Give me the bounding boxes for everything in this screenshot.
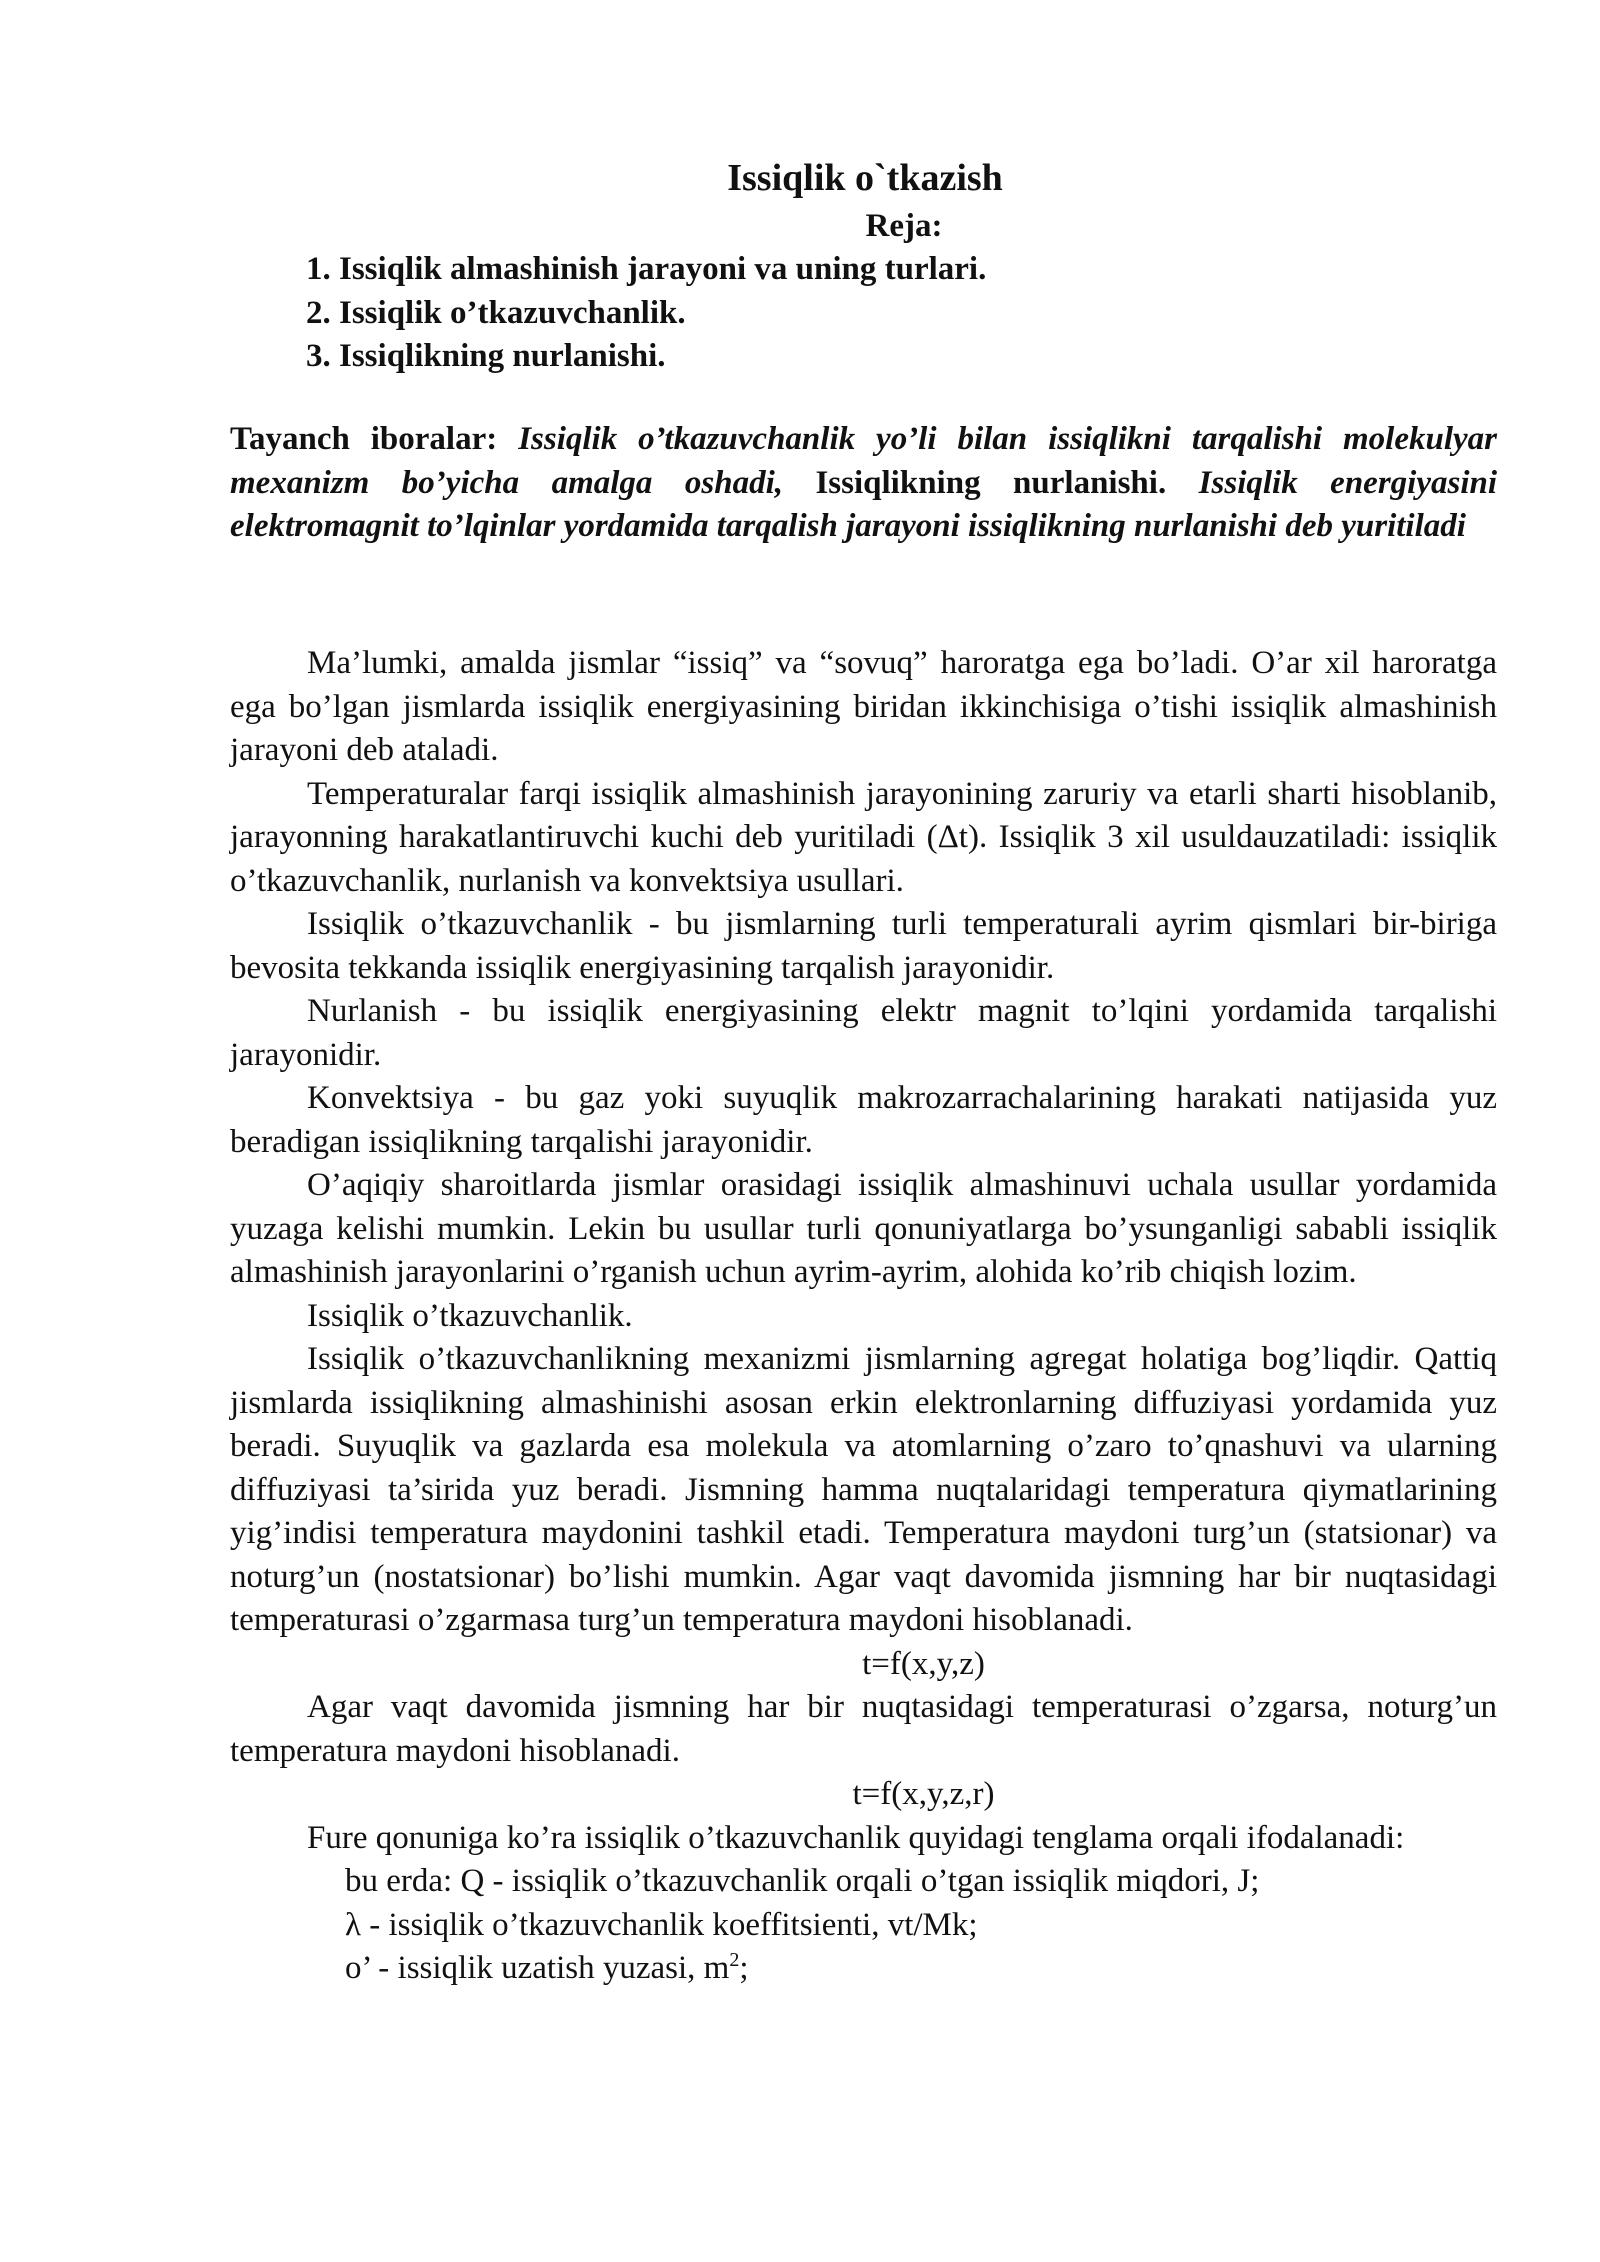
keywords-term-2: Issiqlikning nurlanishi. xyxy=(815,464,1167,501)
document-title: Issiqlik o`tkazish xyxy=(727,157,1003,199)
paragraph: Agar vaqt davomida jismning har bir nuqtasidagi temperaturasi o’zgarsa, noturg’un temperatura maydoni hisoblanadi. xyxy=(230,1689,1497,1769)
paragraph: Ma’lumki, amalda jismlar “issiq” va “sovuq” haroratga ega bo’ladi. O’ar xil haroratga ega bo’lgan jismlarda issiqlik energiyasining biridan ikkinchisiga o’tishi issiqlik almashinish jarayoni deb ataladi. xyxy=(230,645,1497,768)
section-heading: Issiqlik o’tkazuvchanlik. xyxy=(307,1297,633,1334)
plan-item: 1. Issiqlik almashinish jarayoni va uning turlari. xyxy=(306,251,987,287)
legend-line: bu erda: Q - issiqlik o’tkazuvchanlik orqali o’tgan issiqlik miqdori, J; xyxy=(345,1863,1260,1899)
paragraph: O’aqiqiy sharoitlarda jismlar orasidagi issiqlik almashinuvi uchala usullar yordamida yuzaga kelishi mumkin. Lekin bu usullar turli qonuniyatlarga bo’ysunganligi sababli issiqlik almashinish jarayonlarini o’rganish uchun ayrim-ayrim, alohida ko’rib chiqish lozim. xyxy=(230,1167,1497,1290)
plan-item: 2. Issiqlik o’tkazuvchanlik. xyxy=(306,294,686,331)
superscript: 2 xyxy=(729,1949,740,1971)
plan-heading: Reja: xyxy=(865,208,943,244)
legend-line xyxy=(230,1947,1497,1991)
paragraph: Issiqlik o’tkazuvchanlik - bu jismlarning turli temperaturali ayrim qismlari bir-biriga bevosita tekkanda issiqlik energiyasining tarqalish jarayonidir. xyxy=(230,906,1497,986)
keywords-lead: Tayanch iboralar: xyxy=(230,421,498,457)
formula-steady: t=f(x,y,z) xyxy=(862,1645,985,1682)
legend-text: o’ - issiqlik uzatish yuzasi, m xyxy=(345,1950,730,1986)
keywords-definition-2: Issiqlik energiyasini elektromagnit to’lqinlar yordamida tarqalish jarayoni issiqlikning nurlanishi deb yuritiladi xyxy=(230,464,1498,544)
paragraph: Konvektsiya - bu gaz yoki suyuqlik makrozarrachalarining harakati natijasida yuz beradigan issiqlikning tarqalishi jarayonidir. xyxy=(230,1080,1497,1160)
plan-item: 3. Issiqlikning nurlanishi. xyxy=(306,338,666,374)
keywords-block xyxy=(230,418,1497,549)
body-text xyxy=(230,642,1497,1991)
formula-unsteady: t=f(x,y,z,r) xyxy=(852,1776,995,1812)
paragraph: Fure qonuniga ko’ra issiqlik o’tkazuvchanlik quyidagi tenglama orqali ifodalanadi: xyxy=(307,1819,1405,1856)
plan-list xyxy=(306,248,986,379)
paragraph: Temperaturalar farqi issiqlik almashinish jarayonining zaruriy va etarli sharti hisoblanib, jarayonning harakatlantiruvchi kuchi deb yuritiladi (Δt). Issiqlik 3 xil usuldauzatiladi: issiqlik o’tkazuvchanlik, nurlanish va konvektsiya usullari. xyxy=(230,775,1497,899)
paragraph: Nurlanish - bu issiqlik energiyasining elektr magnit to’lqini yordamida tarqalishi jarayonidir. xyxy=(230,993,1497,1073)
keywords-definition-1: Issiqlik o’tkazuvchanlik yo’li bilan issiqlikni tarqalishi molekulyar mexanizm bo’yicha amalga oshadi, xyxy=(230,421,1498,501)
legend-line: λ - issiqlik o’tkazuvchanlik koeffitsienti, vt/Mk; xyxy=(345,1906,978,1943)
legend-end: ; xyxy=(739,1950,749,1986)
paragraph: Issiqlik o’tkazuvchanlikning mexanizmi jismlarning agregat holatiga bog’liqdir. Qattiq jismlarda issiqlikning almashinishi asosan erkin elektronlarning diffuziyasi yordamida yuz beradi. Suyuqlik va gazlarda esa molekula va atomlarning o’zaro to’qnashuvi va ularning diffuziyasi ta’sirida yuz beradi. Jismning hamma nuqtalaridagi temperatura qiymatlarining yig’indisi temperatura maydonini tashkil etadi. Temperatura maydoni turg’un (statsionar) va noturg’un (nostatsionar) bo’lishi mumkin. Agar vaqt davomida jismning har bir nuqtasidagi temperaturasi o’zgarmasa turg’un temperatura maydoni hisoblanadi. xyxy=(230,1341,1497,1638)
